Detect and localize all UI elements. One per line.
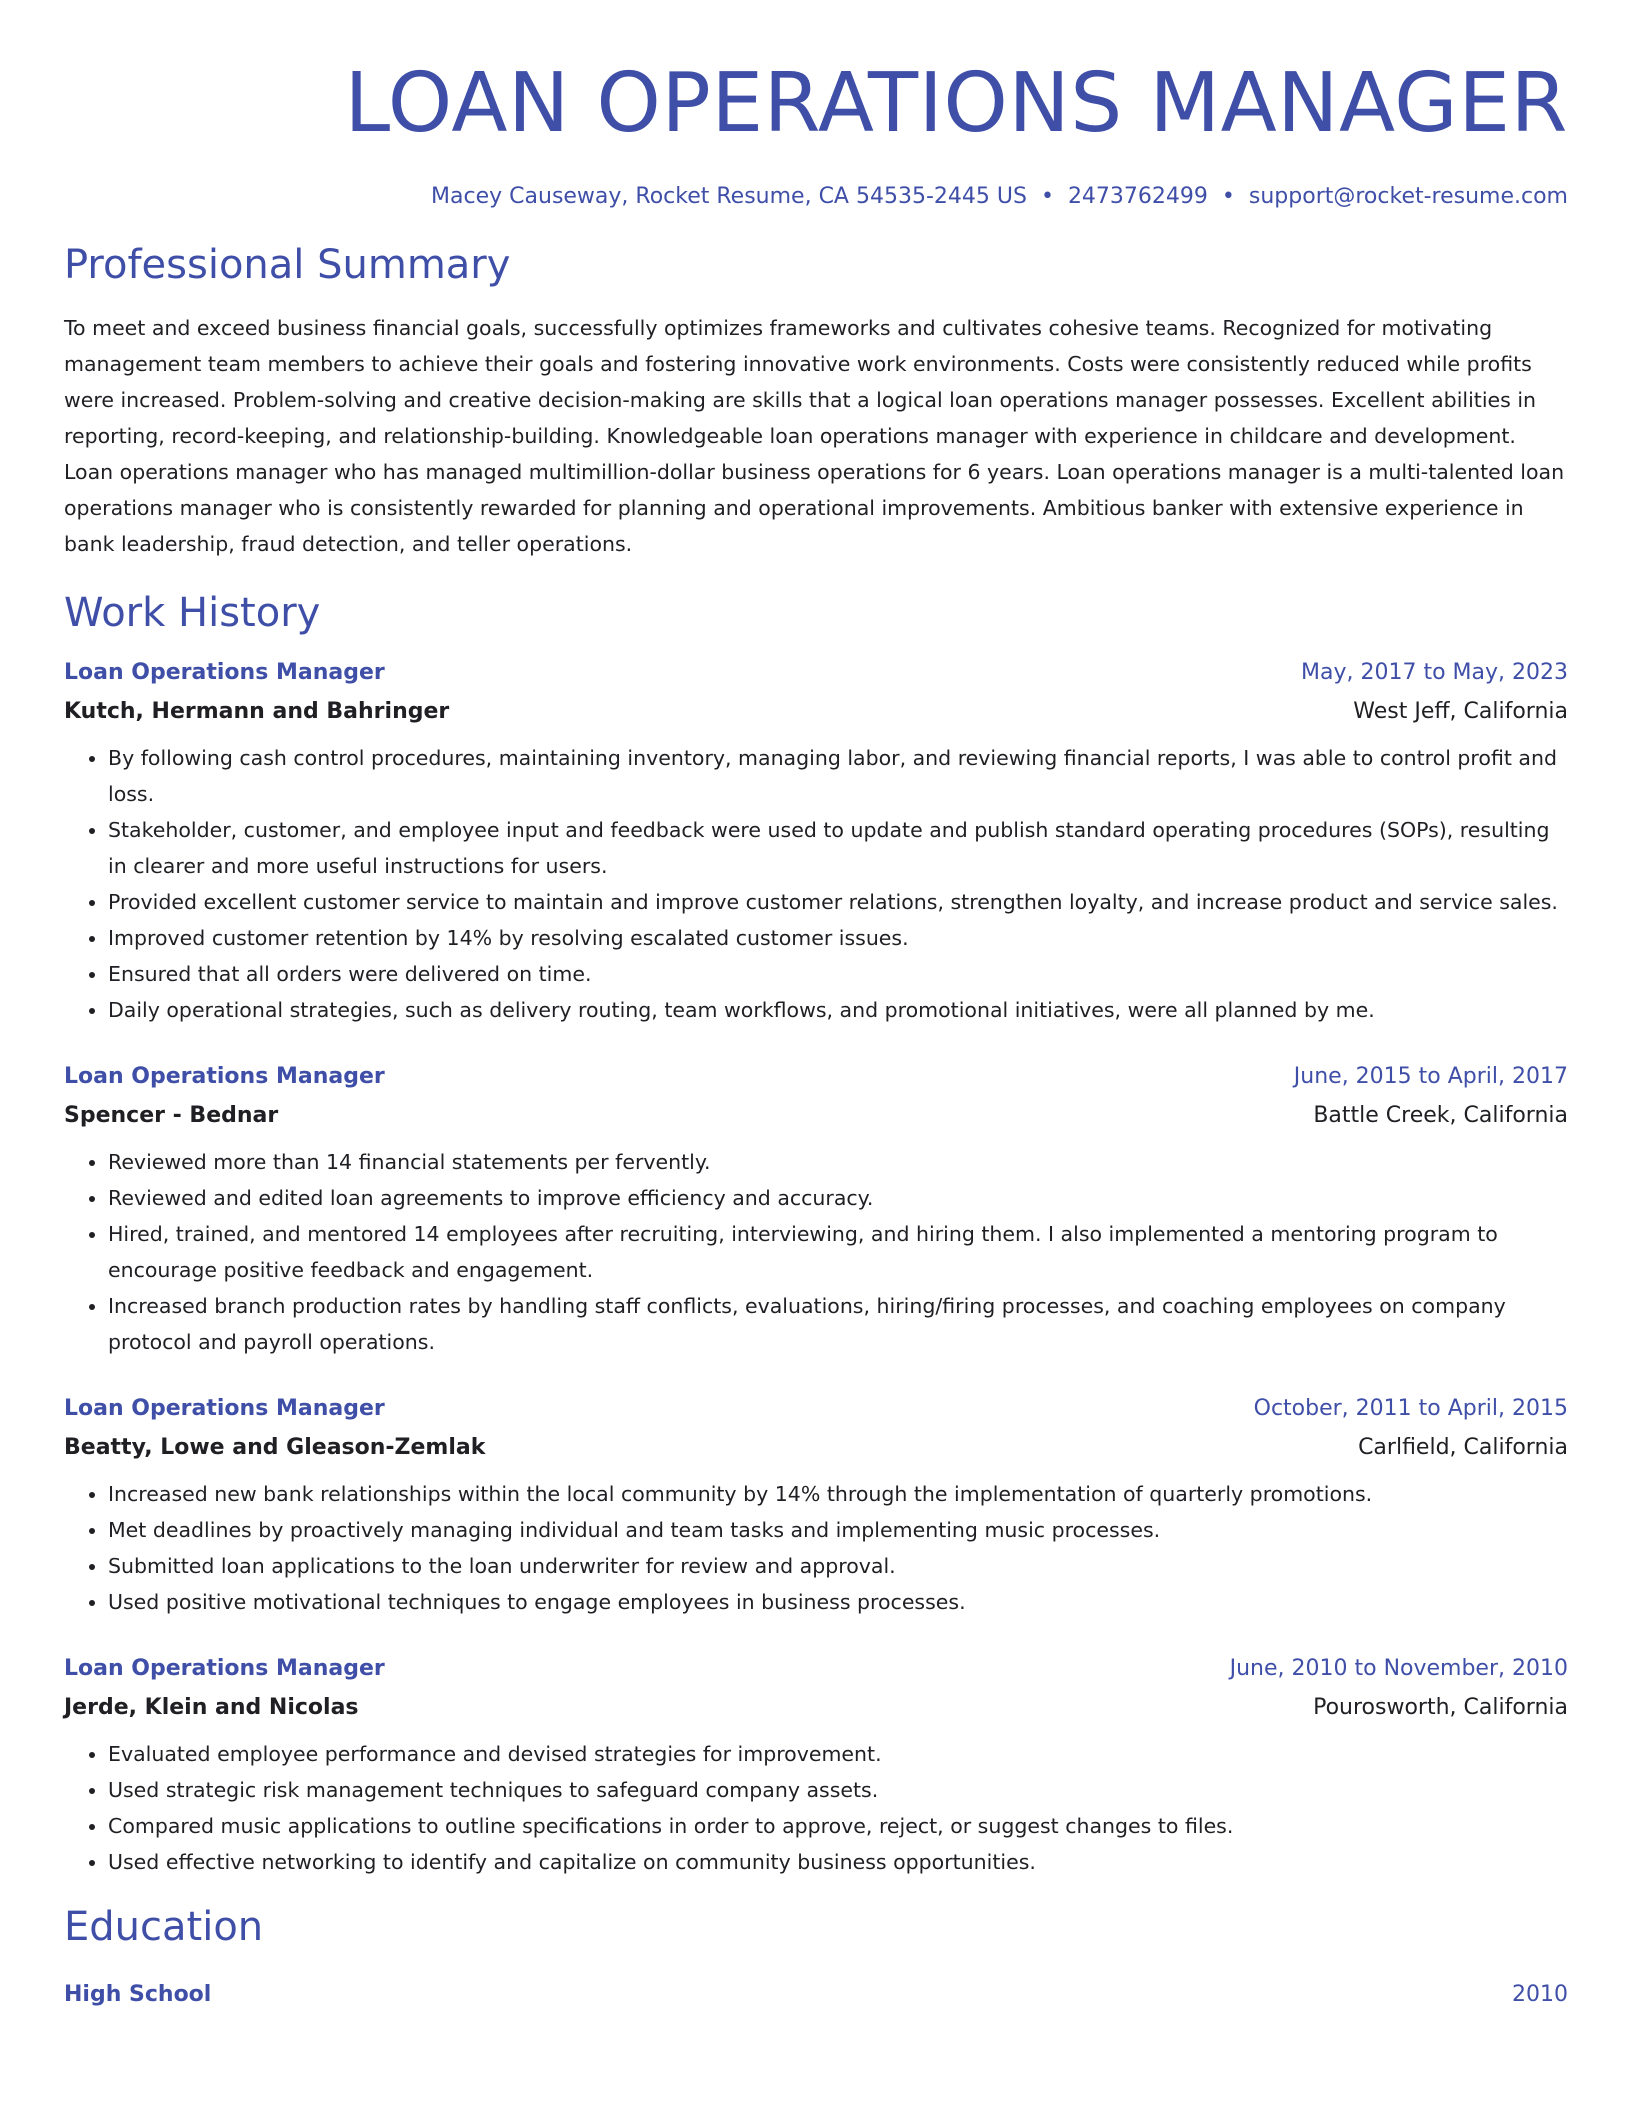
job-bullet: • Hired, trained, and mentored 14 employees after recruiting, interviewing, and hiring them. I also implemented a mentoring program to encourage positive feedback and engagement. — [108, 1216, 1568, 1288]
job-entry — [64, 1650, 1568, 1880]
job-bullet: • By following cash control procedures, maintaining inventory, managing labor, and reviewing financial reports, I was able to control profit and loss. — [108, 740, 1568, 812]
job-role: Loan Operations Manager — [64, 1396, 385, 1421]
job-dates: June, 2015 to April, 2017 — [1293, 1064, 1568, 1089]
job-bullet: • Evaluated employee performance and devised strategies for improvement. — [108, 1736, 1568, 1772]
job-role: Loan Operations Manager — [64, 660, 385, 685]
job-dates: May, 2017 to May, 2023 — [1301, 660, 1568, 685]
contact-separator: • — [1221, 184, 1235, 209]
resume-title: LOAN OPERATIONS MANAGER — [344, 56, 1568, 151]
contact-phone: 2473762499 — [1067, 184, 1208, 209]
job-bullet: • Used effective networking to identify and capitalize on community business opportunities. — [108, 1844, 1568, 1880]
resume-page — [64, 0, 1568, 2014]
job-bullets — [64, 740, 1568, 1028]
job-bullet: • Increased branch production rates by handling staff conflicts, evaluations, hiring/firing processes, and coaching employees on company protocol and payroll operations. — [108, 1288, 1568, 1360]
job-bullet: • Ensured that all orders were delivered on time. — [108, 956, 1568, 992]
contact-separator: • — [1040, 184, 1054, 209]
education-entry — [64, 1976, 1568, 2014]
job-bullet: • Used positive motivational techniques to engage employees in business processes. — [108, 1584, 1568, 1620]
job-dates: June, 2010 to November, 2010 — [1229, 1656, 1568, 1681]
job-location: Battle Creek, California — [1313, 1103, 1568, 1128]
job-bullet: • Stakeholder, customer, and employee input and feedback were used to update and publish standard operating procedures (SOPs), resulting in clearer and more useful instructions for users. — [108, 812, 1568, 884]
job-bullet: • Met deadlines by proactively managing individual and team tasks and implementing music processes. — [108, 1512, 1568, 1548]
job-company: Jerde, Klein and Nicolas — [64, 1695, 359, 1720]
job-bullet: • Submitted loan applications to the loan underwriter for review and approval. — [108, 1548, 1568, 1584]
job-role: Loan Operations Manager — [64, 1064, 385, 1089]
job-bullet: • Increased new bank relationships within the local community by 14% through the implementation of quarterly promotions. — [108, 1476, 1568, 1512]
contact-address: Macey Causeway, Rocket Resume, CA 54535-2445 US — [431, 184, 1027, 209]
summary-heading: Professional Summary — [64, 242, 511, 288]
job-company: Kutch, Hermann and Bahringer — [64, 699, 450, 724]
job-location: West Jeff, California — [1353, 699, 1568, 724]
contact-line — [64, 182, 1568, 212]
job-bullets — [64, 1476, 1568, 1620]
job-bullet: • Improved customer retention by 14% by resolving escalated customer issues. — [108, 920, 1568, 956]
education-degree: High School — [64, 1982, 212, 2007]
job-bullet: • Reviewed and edited loan agreements to improve efficiency and accuracy. — [108, 1180, 1568, 1216]
job-company: Spencer - Bednar — [64, 1103, 279, 1128]
job-location: Pourosworth, California — [1313, 1695, 1568, 1720]
job-bullets — [64, 1736, 1568, 1880]
job-dates: October, 2011 to April, 2015 — [1253, 1396, 1568, 1421]
job-bullet: • Reviewed more than 14 financial statements per fervently. — [108, 1144, 1568, 1180]
summary-text: To meet and exceed business financial goals, successfully optimizes frameworks and cultivates cohesive teams. Recognized for motivating management team members to achieve their goals and fostering innovative work environments. Costs were consistently reduced while profits were increased. Problem-solving and creative decision-making are skills that a logical loan operations manager possesses. Excellent abilities in reporting, record-keeping, and relationship-building. Knowledgeable loan operations manager with experience in childcare and development. Loan operations manager who has managed multimillion-dollar business operations for 6 years. Loan operations manager is a multi-talented loan operations manager who is consistently rewarded for planning and operational improvements. Ambitious banker with extensive experience in bank leadership, fraud detection, and teller operations. — [64, 316, 1565, 556]
job-company: Beatty, Lowe and Gleason-Zemlak — [64, 1435, 486, 1460]
job-bullets — [64, 1144, 1568, 1360]
job-bullet: • Used strategic risk management techniques to safeguard company assets. — [108, 1772, 1568, 1808]
job-entry — [64, 654, 1568, 1028]
contact-email[interactable]: support@rocket-resume.com — [1248, 184, 1568, 209]
job-bullet: • Compared music applications to outline specifications in order to approve, reject, or suggest changes to files. — [108, 1808, 1568, 1844]
education-year: 2010 — [1512, 1982, 1568, 2007]
job-role: Loan Operations Manager — [64, 1656, 385, 1681]
job-bullet: • Daily operational strategies, such as delivery routing, team workflows, and promotional initiatives, were all planned by me. — [108, 992, 1568, 1028]
job-bullet: • Provided excellent customer service to maintain and improve customer relations, strengthen loyalty, and increase product and service sales. — [108, 884, 1568, 920]
job-entry — [64, 1058, 1568, 1360]
job-entry — [64, 1390, 1568, 1620]
education-heading: Education — [64, 1904, 264, 1950]
work-history-heading: Work History — [64, 590, 321, 636]
job-location: Carlfield, California — [1358, 1435, 1568, 1460]
